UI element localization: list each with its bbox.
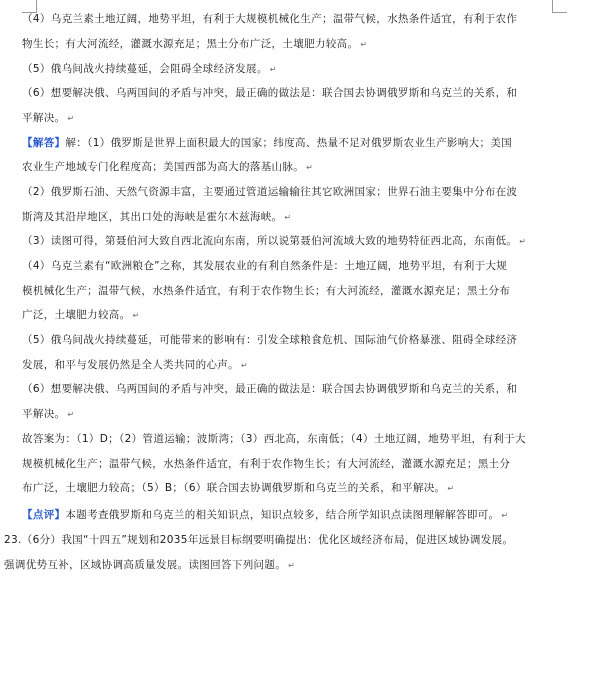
text-line: （5）俄乌间战火持续蔓延，可能带来的影响有：引发全球粮食危机、国际油气价格暴涨、阻碍全球经济: [22, 334, 518, 346]
comment-tag: 【点评】: [22, 509, 66, 521]
text-line: （2）俄罗斯石油、天然气资源丰富，主要通过管道运输输往其它欧洲国家；世界石油主要集中分布在波: [22, 186, 518, 198]
text-line: （6）想要解决俄、乌两国间的矛盾与冲突，最正确的做法是：联合国去协调俄罗斯和乌克兰的关系，和: [22, 87, 518, 99]
margin-corner-mark: [552, 0, 567, 13]
text-line: 广泛，土壤肥力较高。 ↵: [22, 309, 140, 321]
question-line: 强调优势互补，区域协调高质量发展。读图回答下列问题。 ↵: [4, 559, 296, 571]
answer-line: 【解答】解：（1）俄罗斯是世界上面积最大的国家；纬度高、热量不足对俄罗斯农业生产影响大；美国: [22, 137, 513, 149]
text-line: 故答案为：（1）D；（2）管道运输；波斯湾；（3）西北高，东南低；（4）土地辽阔，地势平坦，有利于大: [22, 433, 526, 445]
comment-line: 【点评】本题考查俄罗斯和乌克兰的相关知识点，知识点较多，结合所学知识点读图理解解答即可。 ↵: [22, 509, 509, 521]
answer-tag: 【解答】: [22, 137, 66, 149]
text-line: 布广泛，土壤肥力较高；（5）B；（6）联合国去协调俄罗斯和乌克兰的关系，和平解决。 ↵: [22, 482, 455, 494]
text-line: 农业生产地域专门化程度高；美国西部为高大的落基山脉。 ↵: [22, 161, 314, 173]
text-line: 平解决。 ↵: [22, 408, 75, 420]
text-line: （3）读图可得，第聂伯河大致自西北流向东南，所以说第聂伯河流域大致的地势特征西北高，东南低。 ↵: [22, 235, 527, 247]
text-line: 物生长；有大河流经，灌溉水源充足；黑土分布广泛，土壤肥力较高。 ↵: [22, 38, 368, 50]
text-line: 发展，和平与发展仍然是全人类共同的心声。 ↵: [22, 359, 249, 371]
text-line: （4）乌克兰素土地辽阔，地势平坦，有利于大规模机械化生产；温带气候，水热条件适宜，有利于农作: [22, 13, 518, 25]
text-line: （4）乌克兰素有“欧洲粮仓”之称，其发展农业的有利自然条件是：土地辽阔，地势平坦，有利于大规: [22, 260, 508, 272]
text-line: 平解决。 ↵: [22, 112, 75, 124]
text-line: （5）俄乌间战火持续蔓延，会阻碍全球经济发展。 ↵: [22, 63, 277, 75]
text-line: 规模机械化生产；温带气候，水热条件适宜，有利于农作物生长；有大河流经，灌溉水源充足；黑土分: [22, 458, 511, 470]
question-line: 23.（6分）我国“十四五”规划和2035年远景目标纲要明确提出：优化区域经济布局，促进区域协调发展。: [4, 534, 514, 546]
text-line: （6）想要解决俄、乌两国间的矛盾与冲突，最正确的做法是：联合国去协调俄罗斯和乌克兰的关系，和: [22, 383, 518, 395]
text-line: 斯湾及其沿岸地区，其出口处的海峡是霍尔木兹海峡。 ↵: [22, 211, 292, 223]
text-line: 模机械化生产；温带气候，水热条件适宜，有利于农作物生长；有大河流经，灌溉水源充足；黑土分布: [22, 285, 511, 297]
